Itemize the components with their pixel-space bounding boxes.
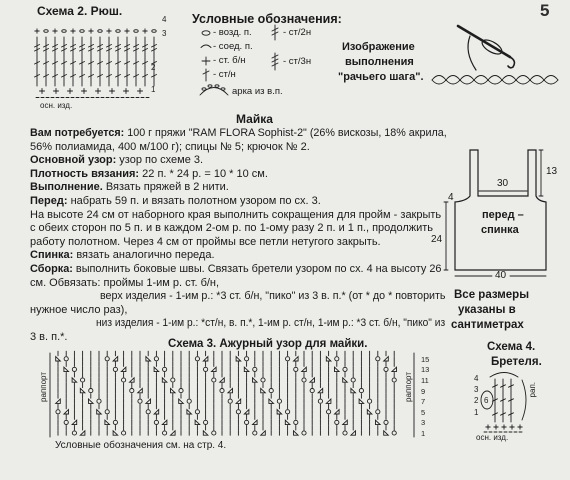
decrease-left-symbol <box>113 431 118 435</box>
decrease-right-symbol <box>203 357 208 361</box>
decrease-left-symbol <box>203 431 208 435</box>
decrease-left-symbol <box>154 367 159 371</box>
decrease-right-symbol <box>162 420 167 424</box>
decrease-left-symbol <box>261 388 266 392</box>
scheme4-row-number: 2 <box>474 396 479 405</box>
scheme3-footer: Условные обозначения см. на стр. 4. <box>55 440 227 451</box>
instruction-label: Сборка: <box>30 263 73 275</box>
instruction-text: нужное число раз), <box>30 304 128 316</box>
yarn-over-symbol <box>212 378 216 382</box>
decrease-left-symbol <box>97 410 102 414</box>
instruction-text: Вязать пряжей в 2 нити. <box>102 181 229 193</box>
yarn-over-symbol <box>64 420 68 424</box>
yarn-over-symbol <box>220 389 224 393</box>
yarn-over-symbol <box>368 399 372 403</box>
dimension-shoulder: 4 <box>448 192 454 203</box>
instruction-text: набрать 59 п. и вязать полотном узором по сх. 3. <box>67 195 321 207</box>
instruction-text: 56% полиамида, 400 м/100 г); спицы № 5; крючок № 2. <box>30 141 310 153</box>
yarn-over-symbol <box>163 367 167 371</box>
decrease-right-symbol <box>343 420 348 424</box>
legend-chain-label: - возд. п. <box>213 27 252 38</box>
legend-title: Условные обозначения: <box>192 12 342 26</box>
yarn-over-symbol <box>113 367 117 371</box>
scheme3-chart <box>50 351 414 437</box>
dimension-width: 40 <box>495 270 507 281</box>
crab-stitch-cord <box>432 76 558 81</box>
crab-caption-line: "рачьего шага". <box>338 71 424 83</box>
yarn-over-symbol <box>204 367 208 371</box>
decrease-left-symbol <box>326 357 331 361</box>
yarn-over-symbol <box>376 357 380 361</box>
decrease-left-symbol <box>72 378 77 382</box>
chain-arch-mark <box>522 380 526 420</box>
yarn-over-symbol <box>89 389 93 393</box>
scheme3-row-number: 7 <box>421 397 426 406</box>
decrease-left-symbol <box>89 399 94 403</box>
schematic-label: спинка <box>481 224 519 236</box>
scheme4-row-number: 3 <box>474 385 479 394</box>
yarn-over-symbol <box>195 410 199 414</box>
chain-stitch-mark <box>98 30 102 33</box>
yarn-over-symbol <box>212 431 216 435</box>
instruction-text: На высоте 24 см от наборного края выполнить сокращения для пройм - закрыть <box>30 209 442 221</box>
yarn-over-symbol <box>376 410 380 414</box>
decrease-right-symbol <box>335 410 340 414</box>
scheme3-rapport-label: раппорт <box>39 372 48 402</box>
scheme2-chart <box>35 29 157 98</box>
dimension-height: 24 <box>431 234 443 245</box>
legend-arch-label: арка из в.п. <box>232 86 283 97</box>
scheme3-row-number: 3 <box>421 418 426 427</box>
decrease-right-symbol <box>154 410 159 414</box>
schematic-caption: Все размеры <box>454 289 530 301</box>
scheme2-base-label: осн. изд. <box>40 101 73 110</box>
decrease-left-symbol <box>343 378 348 382</box>
instruction-line <box>30 195 440 208</box>
decrease-right-symbol <box>392 367 397 371</box>
decrease-right-symbol <box>326 399 331 403</box>
yarn-over-symbol <box>245 420 249 424</box>
yarn-over-symbol <box>236 410 240 414</box>
schematic-label: перед – <box>482 209 524 221</box>
chain-arch-symbol <box>208 85 212 87</box>
scheme3-title: Схема 3. Ажурный узор для майки. <box>168 338 368 350</box>
decrease-right-symbol <box>56 399 61 403</box>
yarn-over-symbol <box>72 431 76 435</box>
instruction-line <box>30 277 442 290</box>
decrease-left-symbol <box>179 399 184 403</box>
chain-stitch-mark <box>44 30 48 33</box>
instruction-text: низ изделия - 1-им р.: *ст/н, в. п.*, 1-им р. ст/н, 1-им р.: *3 ст. б/н, "пико" из <box>96 317 446 329</box>
instruction-label: Спинка: <box>30 249 74 261</box>
instruction-line <box>30 249 428 262</box>
yarn-over-symbol <box>343 367 347 371</box>
crab-caption-line: Изображение <box>342 41 415 53</box>
yarn-over-symbol <box>286 410 290 414</box>
scheme2-title: Схема 2. Рюш. <box>37 4 123 18</box>
chain-arch-symbol <box>202 88 206 90</box>
instruction-line <box>30 304 442 317</box>
yarn-over-symbol <box>335 420 339 424</box>
yarn-over-symbol <box>294 367 298 371</box>
dimension-neck-width: 30 <box>497 178 509 189</box>
decrease-left-symbol <box>335 367 340 371</box>
yarn-over-symbol <box>392 431 396 435</box>
chain-arch-symbol <box>221 88 225 90</box>
instruction-line <box>100 290 446 303</box>
decrease-left-symbol <box>253 378 258 382</box>
chain-stitch-mark <box>80 30 84 33</box>
decrease-right-symbol <box>236 399 241 403</box>
decrease-right-symbol <box>318 388 323 392</box>
instruction-text: верх изделия - 1-им р.: *3 ст. б/н, "пико" из 3 в. п.* (от * до * повторить <box>100 290 446 302</box>
yarn-over-symbol <box>122 431 126 435</box>
decrease-left-symbol <box>146 357 151 361</box>
yarn-over-symbol <box>294 420 298 424</box>
yarn-over-symbol <box>327 410 331 414</box>
instruction-text: выполнить боковые швы. Связать бретели узором по сх. 4 на высоту 26 <box>72 263 442 275</box>
instruction-line <box>96 317 446 330</box>
legend-dtr-label: - ст/3н <box>283 56 312 67</box>
decrease-right-symbol <box>351 431 356 435</box>
yarn-over-symbol <box>105 410 109 414</box>
decrease-right-symbol <box>228 388 233 392</box>
yarn-over-symbol <box>286 357 290 361</box>
yarn-over-symbol <box>97 399 101 403</box>
yarn-over-symbol <box>72 367 76 371</box>
scheme4-row-number: 4 <box>474 374 479 383</box>
instruction-line <box>30 236 428 249</box>
scheme2-row-number: 1 <box>151 85 156 94</box>
instruction-label: Перед: <box>30 195 68 207</box>
yarn-over-symbol <box>171 378 175 382</box>
scheme2-row-number: 4 <box>162 15 167 24</box>
instruction-label: Вам потребуется: <box>30 127 125 139</box>
yarn-over-symbol <box>122 378 126 382</box>
yarn-over-symbol <box>163 431 167 435</box>
scheme4-loop-number: 6 <box>484 396 489 405</box>
decrease-right-symbol <box>138 388 143 392</box>
decrease-left-symbol <box>195 420 200 424</box>
decrease-right-symbol <box>212 367 217 371</box>
yarn-over-symbol <box>146 410 150 414</box>
yarn-over-symbol <box>138 399 142 403</box>
decrease-left-symbol <box>384 431 389 435</box>
chain-stitch-mark <box>152 30 156 33</box>
scheme2-row-number: 3 <box>162 29 167 38</box>
yarn-over-symbol <box>384 420 388 424</box>
yarn-over-symbol <box>392 378 396 382</box>
yarn-over-symbol <box>56 410 60 414</box>
yarn-over-symbol <box>302 378 306 382</box>
instruction-line <box>30 222 447 235</box>
instruction-line <box>30 209 447 222</box>
scheme3-row-number: 11 <box>421 376 429 385</box>
instruction-label: Плотность вязания: <box>30 168 140 180</box>
decrease-right-symbol <box>384 357 389 361</box>
decrease-left-symbol <box>64 367 69 371</box>
scheme4-subtitle: Бретеля. <box>491 356 542 368</box>
legend-tr-label: - ст/2н <box>283 27 312 38</box>
yarn-over-symbol <box>113 420 117 424</box>
yarn-over-symbol <box>310 389 314 393</box>
crab-stitch-cord <box>432 80 558 84</box>
instruction-line <box>30 263 442 276</box>
instruction-label: Выполнение. <box>30 181 103 193</box>
instruction-line <box>30 181 447 194</box>
scheme2-row-number: 2 <box>151 63 156 72</box>
decrease-right-symbol <box>244 410 249 414</box>
yarn-strand <box>468 36 476 70</box>
schematic-caption: сантиметрах <box>451 319 524 331</box>
yarn-over-symbol <box>384 367 388 371</box>
chain-arch-mark <box>490 373 518 378</box>
yarn-over-symbol <box>351 378 355 382</box>
yarn-over-symbol <box>195 357 199 361</box>
yarn-over-symbol <box>302 431 306 435</box>
page-number: 5 <box>540 1 550 20</box>
decrease-left-symbol <box>187 410 192 414</box>
legend-dc-label: - ст/н <box>213 69 236 80</box>
chain-stitch-mark <box>116 30 120 33</box>
yarn-over-symbol <box>154 357 158 361</box>
decrease-right-symbol <box>171 431 176 435</box>
scheme3-row-number: 1 <box>421 429 426 438</box>
decrease-left-symbol <box>367 410 372 414</box>
instruction-line <box>30 168 447 181</box>
decrease-left-symbol <box>376 420 381 424</box>
decrease-left-symbol <box>359 399 364 403</box>
decrease-right-symbol <box>220 378 225 382</box>
yarn-over-symbol <box>343 431 347 435</box>
scheme4-rapport-label: рап. <box>528 382 537 398</box>
scheme3-row-number: 5 <box>421 408 426 417</box>
decrease-left-symbol <box>277 410 282 414</box>
legend-sc-label: - ст. б/н <box>213 55 246 66</box>
decrease-right-symbol <box>121 367 126 371</box>
yarn-over-symbol <box>64 357 68 361</box>
yarn-over-symbol <box>154 420 158 424</box>
yarn-over-symbol <box>187 399 191 403</box>
crab-caption-line: выполнения <box>345 56 414 68</box>
instruction-text: см. Обвязать: проймы 1-им р. ст. б/н, <box>30 277 220 289</box>
instruction-text: работу полотном. Через 4 см от проймы все петли нетугого закрыть. <box>30 236 381 248</box>
scheme3-row-number: 9 <box>421 387 426 396</box>
decrease-left-symbol <box>351 388 356 392</box>
yarn-over-symbol <box>253 367 257 371</box>
yarn-over-symbol <box>105 357 109 361</box>
yarn-over-symbol <box>253 431 257 435</box>
dimension-strap-height: 13 <box>546 166 558 177</box>
yarn-over-symbol <box>204 420 208 424</box>
decrease-left-symbol <box>171 388 176 392</box>
decrease-right-symbol <box>64 410 69 414</box>
instruction-line <box>30 127 447 140</box>
scheme3-rapport-label: раппорт <box>404 372 413 402</box>
decrease-left-symbol <box>269 399 274 403</box>
decrease-right-symbol <box>310 378 315 382</box>
chain-stitch-symbol <box>202 31 210 35</box>
yarn-over-symbol <box>179 389 183 393</box>
decrease-left-symbol <box>285 420 290 424</box>
yarn-over-symbol <box>245 357 249 361</box>
instruction-label: Основной узор: <box>30 154 117 166</box>
chain-stitch-mark <box>134 30 138 33</box>
instruction-line <box>30 154 447 167</box>
instruction-text: 22 п. * 24 р. = 10 * 10 см. <box>139 168 268 180</box>
instruction-line <box>30 141 447 154</box>
instruction-text: вязать аналогично переда. <box>73 249 215 261</box>
decrease-right-symbol <box>294 357 299 361</box>
yarn-over-symbol <box>335 357 339 361</box>
chain-arch-symbol <box>200 88 228 96</box>
yarn-over-symbol <box>277 399 281 403</box>
decrease-right-symbol <box>113 357 118 361</box>
decrease-right-symbol <box>130 378 135 382</box>
crab-stitch-illustration <box>432 26 558 84</box>
chain-arch-symbol <box>215 85 219 87</box>
decrease-right-symbol <box>80 431 85 435</box>
yarn-over-symbol <box>269 389 273 393</box>
instruction-text: с обеих сторон по 5 п. и в каждом 2-ом р. по 1-ому разу 2 п. и 1 п., продолжить <box>30 222 434 234</box>
yarn-over-symbol <box>359 389 363 393</box>
legend-slip-label: - соед. п. <box>213 41 253 52</box>
article-title: Майка <box>236 112 273 126</box>
instruction-text: узор по схеме 3. <box>116 154 204 166</box>
decrease-right-symbol <box>146 399 151 403</box>
decrease-right-symbol <box>302 367 307 371</box>
schematic-caption: указаны в <box>458 304 516 316</box>
scheme3-row-number: 15 <box>421 355 430 364</box>
yarn-over-symbol <box>228 399 232 403</box>
yarn-over-symbol <box>261 378 265 382</box>
decrease-left-symbol <box>236 357 241 361</box>
scheme3-row-number: 13 <box>421 365 430 374</box>
crochet-hook-head <box>508 57 514 68</box>
scheme4-base-label: осн. изд. <box>476 433 509 442</box>
decrease-right-symbol <box>72 420 77 424</box>
yarn-over-symbol <box>130 389 134 393</box>
yarn-over-symbol <box>81 378 85 382</box>
decrease-left-symbol <box>162 378 167 382</box>
decrease-left-symbol <box>80 388 85 392</box>
decrease-right-symbol <box>253 420 258 424</box>
decrease-left-symbol <box>105 420 110 424</box>
yarn-over-symbol <box>318 399 322 403</box>
instruction-text: 3 в. п.*. <box>30 331 68 343</box>
chain-stitch-mark <box>62 30 66 33</box>
scheme4-title: Схема 4. <box>487 341 536 353</box>
decrease-left-symbol <box>294 431 299 435</box>
decrease-left-symbol <box>244 367 249 371</box>
slip-stitch-symbol <box>201 45 211 48</box>
decrease-left-symbol <box>56 357 61 361</box>
scheme4-row-number: 1 <box>474 408 479 417</box>
decrease-right-symbol <box>261 431 266 435</box>
instruction-text: 100 г пряжи "RAM FLORA Sophist-2" (26% вискозы, 18% акрила, <box>124 127 447 139</box>
